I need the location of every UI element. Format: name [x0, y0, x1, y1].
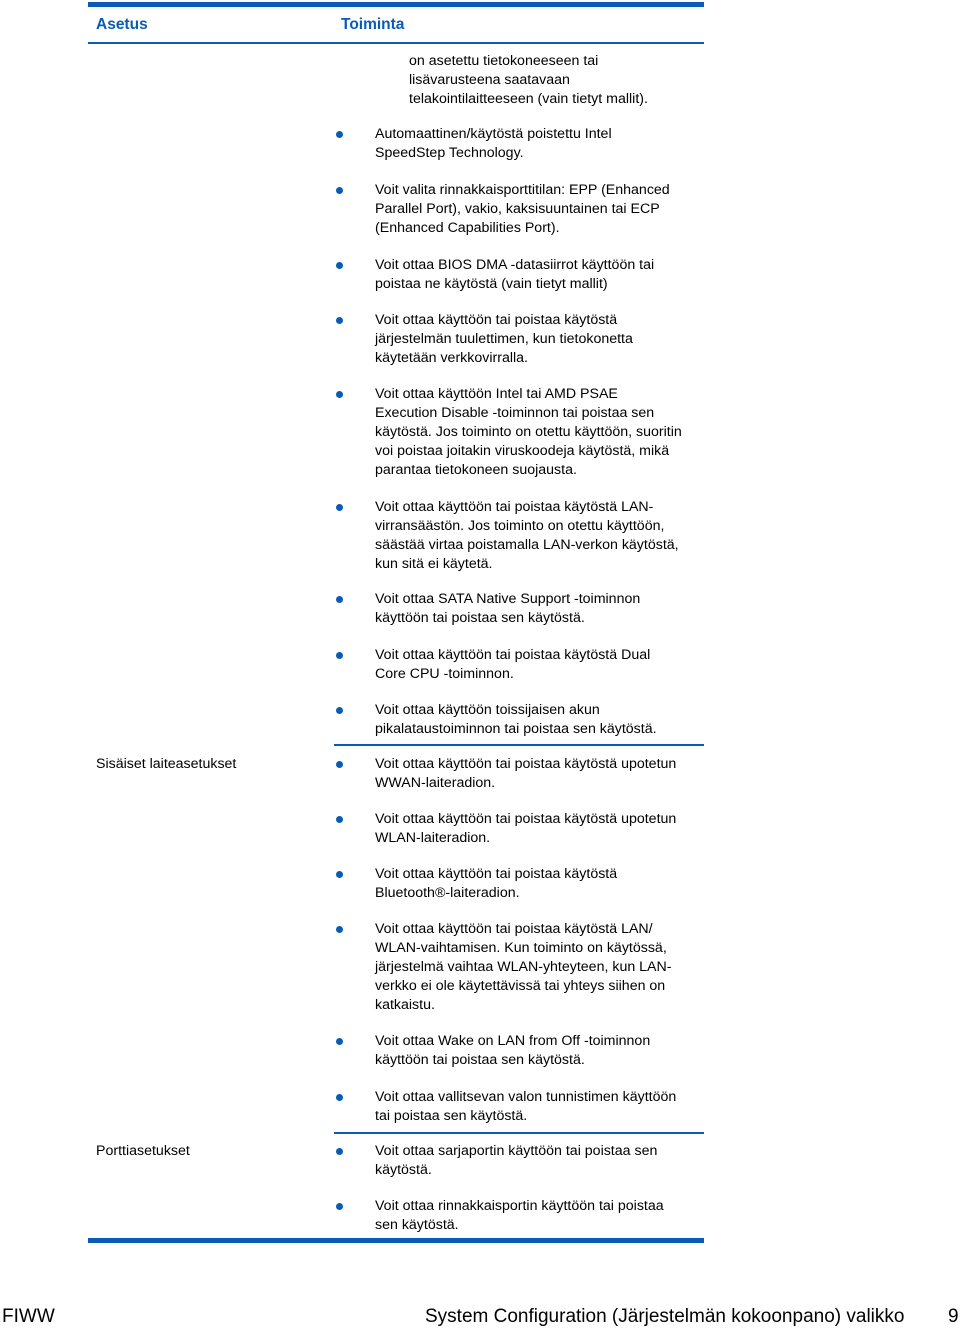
- bullet-icon: [336, 596, 343, 603]
- bullet-icon: [336, 1038, 343, 1045]
- table-top-rule: [88, 2, 704, 7]
- page-number: 9: [948, 1306, 959, 1327]
- bullet-icon: [336, 187, 343, 194]
- list-item: Voit ottaa käyttöön tai poistaa käytöstä Bluetooth®-laiteradion.: [375, 866, 618, 901]
- list-item: Voit ottaa BIOS DMA -datasiirrot käyttöön tai poistaa ne käytöstä (vain tietyt mallit): [375, 257, 655, 292]
- bullet-icon: [336, 816, 343, 823]
- list-item: Voit ottaa käyttöön tai poistaa käytöstä järjestelmän tuulettimen, kun tietokonetta käytetään verkkovirralla.: [375, 312, 633, 366]
- list-item: Voit valita rinnakkaisporttitilan: EPP (Enhanced Parallel Port), vakio, kaksisuuntainen tai ECP (Enhanced Capabilities Port).: [375, 182, 670, 236]
- bullet-icon: [336, 761, 343, 768]
- footer-title: System Configuration (Järjestelmän kokoonpano) valikko: [425, 1306, 905, 1327]
- bullet-icon: [336, 504, 343, 511]
- row-divider: [334, 1132, 704, 1134]
- continued-text: on asetettu tietokoneeseen tai lisävarusteena saatavaan telakointilaitteeseen (vain tietyt mallit).: [409, 53, 648, 107]
- list-item: Automaattinen/käytöstä poistettu Intel SpeedStep Technology.: [375, 126, 612, 161]
- bullet-icon: [336, 317, 343, 324]
- bullet-icon: [336, 652, 343, 659]
- list-item: Voit ottaa käyttöön tai poistaa käytöstä Dual Core CPU -toiminnon.: [375, 647, 651, 682]
- bullet-icon: [336, 707, 343, 714]
- list-item: Voit ottaa käyttöön tai poistaa käytöstä LAN- virransäästön. Jos toiminto on otettu käyttöön, säästää virtaa poistamalla LAN-verkon käytöstä, kun sitä ei käytetä.: [375, 499, 679, 572]
- bullet-icon: [336, 262, 343, 269]
- bullet-icon: [336, 391, 343, 398]
- bullet-icon: [336, 1203, 343, 1210]
- list-item: Voit ottaa käyttöön tai poistaa käytöstä upotetun WLAN-laiteradion.: [375, 811, 677, 846]
- list-item: Voit ottaa käyttöön toissijaisen akun pikalataustoiminnon tai poistaa sen käytöstä.: [375, 702, 657, 737]
- list-item: Voit ottaa käyttöön tai poistaa käytöstä upotetun WWAN-laiteradion.: [375, 756, 677, 791]
- setting-label: Porttiasetukset: [96, 1143, 190, 1159]
- header-bottom-rule: [88, 42, 704, 44]
- bullet-icon: [336, 1148, 343, 1155]
- list-item: Voit ottaa käyttöön Intel tai AMD PSAE Execution Disable -toiminnon tai poistaa sen käytöstä. Jos toiminto on otettu käyttöön, suoritin voi poistaa joitakin viruskoodeja käytöstä, mikä parantaa tietokoneen suojausta.: [375, 386, 682, 478]
- bullet-icon: [336, 926, 343, 933]
- bullet-icon: [336, 1094, 343, 1101]
- bullet-icon: [336, 131, 343, 138]
- setting-label: Sisäiset laiteasetukset: [96, 756, 237, 772]
- list-item: Voit ottaa sarjaportin käyttöön tai poistaa sen käytöstä.: [375, 1143, 658, 1178]
- list-item: Voit ottaa käyttöön tai poistaa käytöstä LAN/ WLAN-vaihtamisen. Kun toiminto on käytössä, järjestelmä vaihtaa WLAN-yhteyteen, kun LAN- verkko ei ole käytettävissä tai yhteys siihen on katkaistu.: [375, 921, 672, 1013]
- list-item: Voit ottaa vallitsevan valon tunnistimen käyttöön tai poistaa sen käytöstä.: [375, 1089, 677, 1124]
- row-divider: [334, 744, 704, 746]
- list-item: Voit ottaa SATA Native Support -toiminnon käyttöön tai poistaa sen käytöstä.: [375, 591, 641, 626]
- list-item: Voit ottaa rinnakkaisportin käyttöön tai poistaa sen käytöstä.: [375, 1198, 664, 1233]
- footer-left: FIWW: [2, 1306, 55, 1327]
- bullet-icon: [336, 871, 343, 878]
- list-item: Voit ottaa Wake on LAN from Off -toiminnon käyttöön tai poistaa sen käytöstä.: [375, 1033, 651, 1068]
- header-setting: Asetus: [96, 16, 148, 33]
- header-function: Toiminta: [341, 16, 405, 33]
- table-bottom-rule: [88, 1238, 704, 1243]
